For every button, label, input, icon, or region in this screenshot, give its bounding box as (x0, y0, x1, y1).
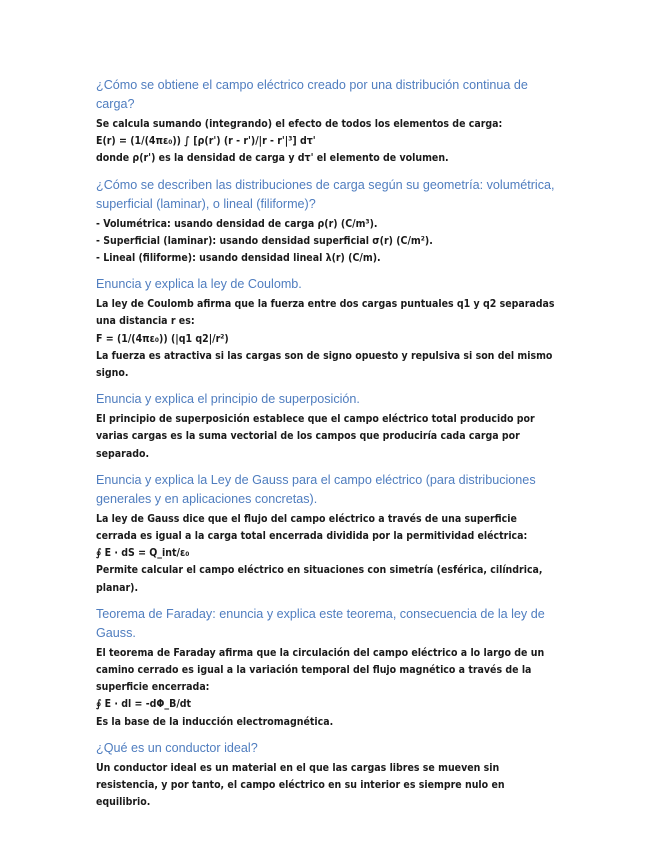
section-heading: ¿Cómo se obtiene el campo eléctrico creado por una distribución continua de carga? (96, 78, 528, 111)
body-line: La ley de Gauss dice que el flujo del campo eléctrico a través de una superficie cerrada es igual a la carga total encerrada dividida por la permitividad eléctrica: (96, 512, 528, 543)
body-line: El teorema de Faraday afirma que la circulación del campo eléctrico a lo largo de un camino cerrado es igual a la variación temporal del flujo magnético a través de la superficie encerrada: (96, 646, 545, 694)
body-line: La fuerza es atractiva si las cargas son de signo opuesto y repulsiva si son del mismo signo. (96, 349, 553, 380)
section-heading: ¿Cómo se describen las distribuciones de carga según su geometría: volumétrica, superficial (laminar), o lineal (filiforme)? (96, 177, 555, 211)
body-line: Permite calcular el campo eléctrico en situaciones con simetría (esférica, cilíndrica, planar). (96, 564, 543, 594)
body-line: Es la base de la inducción electromagnética. (96, 715, 334, 728)
formula-line: ∮ E · dS = Q_int/ε₀ (96, 547, 190, 560)
formula-line: E(r) = (1/(4πε₀)) ∫ [ρ(r') (r - r')/|r - r'|³] dτ' (96, 135, 316, 148)
body-line: Se calcula sumando (integrando) el efecto de todos los elementos de carga: (96, 118, 503, 130)
section-charge-geometry (96, 176, 556, 268)
formula-line: ∮ E · dl = -dΦ_B/dt (96, 698, 192, 711)
section-ideal-conductor (96, 739, 556, 812)
section-gauss-law (96, 471, 556, 597)
section-heading: ¿Qué es un conductor ideal? (96, 740, 258, 755)
section-continuous-distribution (96, 76, 556, 168)
section-heading: Enuncia y explica el principio de superposición. (96, 392, 360, 407)
section-heading: Enuncia y explica la ley de Coulomb. (96, 277, 302, 292)
body-line: donde ρ(r') es la densidad de carga y dτ' el elemento de volumen. (96, 152, 449, 165)
formula-line: F = (1/(4πε₀)) (|q1 q2|/r²) (96, 332, 229, 345)
body-line: La ley de Coulomb afirma que la fuerza entre dos cargas puntuales q1 y q2 separadas una distancia r es: (96, 298, 555, 328)
body-line: Un conductor ideal es un material en el que las cargas libres se mueven sin resistencia, y por tanto, el campo eléctrico en su interior es siempre nulo en equilibrio. (96, 761, 505, 809)
list-item: - Superficial (laminar): usando densidad superficial σ(r) (C/m²). (96, 234, 433, 247)
body-line: El principio de superposición establece que el campo eléctrico total producido por varias cargas es la suma vectorial de los campos que produciría cada carga por separado. (96, 413, 535, 460)
section-heading: Enuncia y explica la Ley de Gauss para el campo eléctrico (para distribuciones generales y en aplicaciones concretas). (96, 472, 536, 506)
document-page (96, 76, 556, 819)
list-item: - Volumétrica: usando densidad de carga ρ(r) (C/m³). (96, 217, 378, 230)
section-superposition (96, 390, 556, 463)
list-item: - Lineal (filiforme): usando densidad lineal λ(r) (C/m). (96, 252, 381, 265)
section-coulomb-law (96, 275, 556, 382)
section-faraday-theorem (96, 605, 556, 731)
section-heading: Teorema de Faraday: enuncia y explica este teorema, consecuencia de la ley de Gauss. (96, 606, 545, 640)
